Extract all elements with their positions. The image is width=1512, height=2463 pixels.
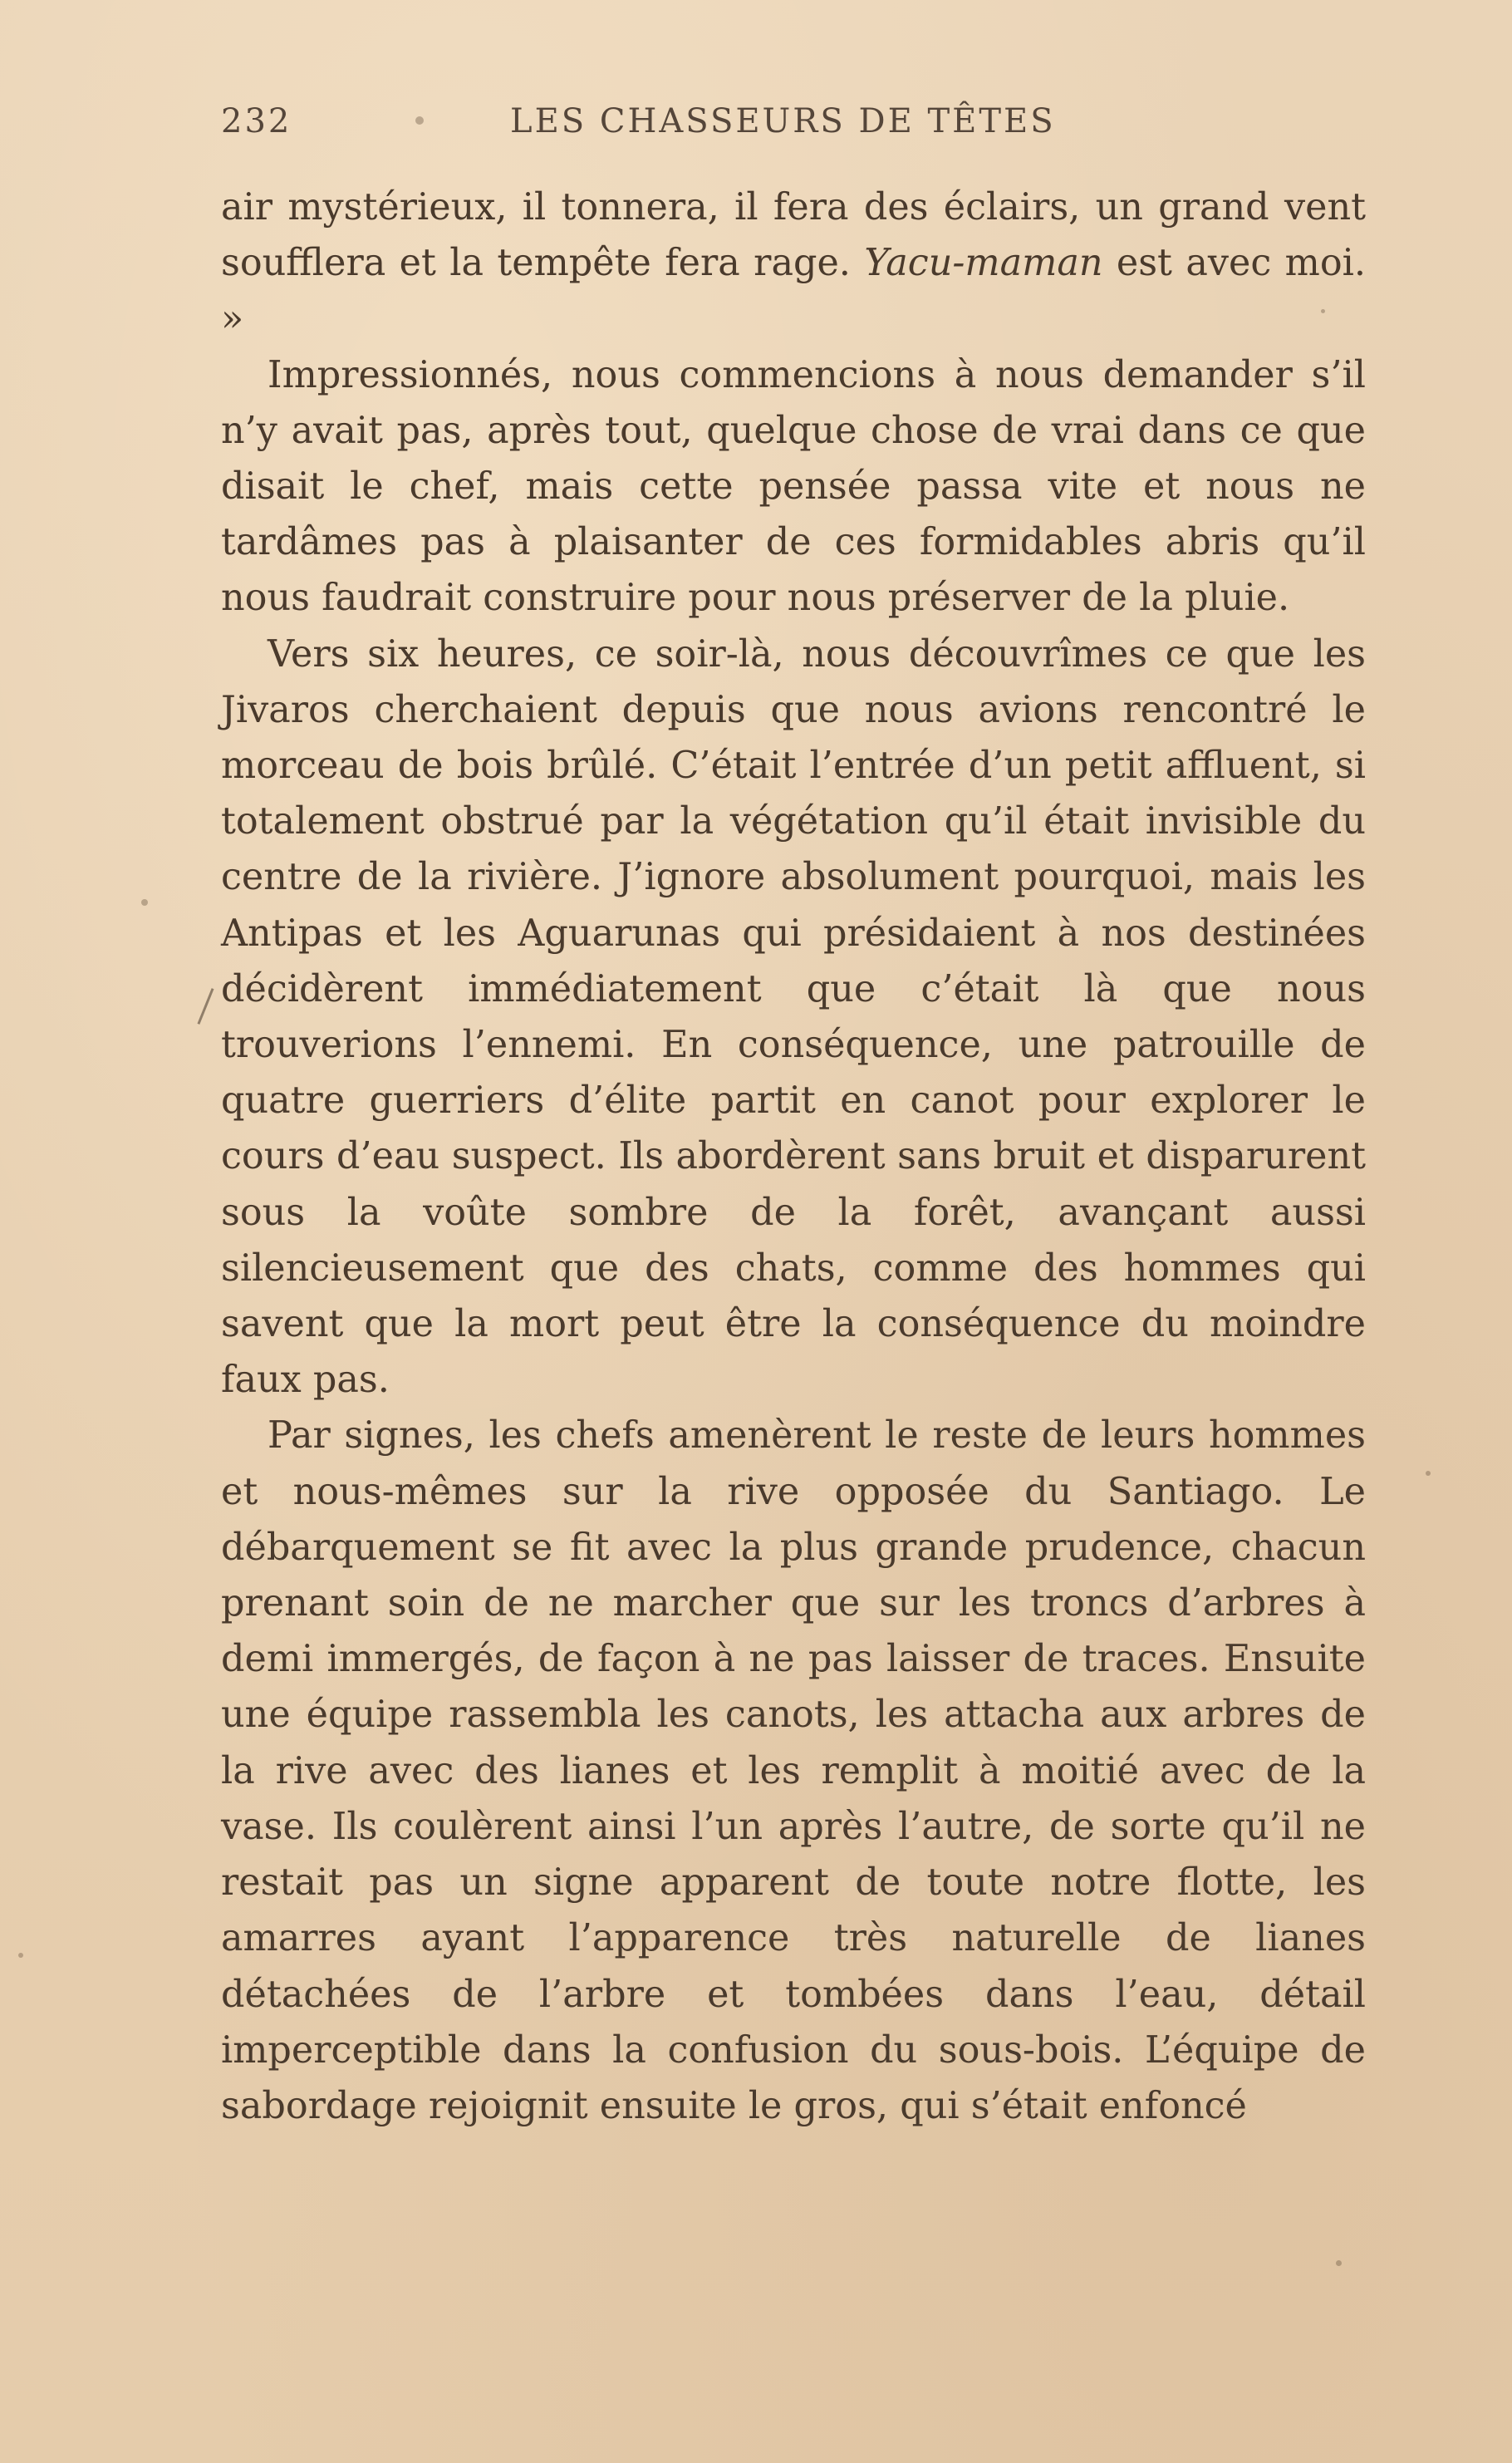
paper-speck xyxy=(1426,1471,1431,1476)
paper-speck xyxy=(1336,2260,1342,2266)
paper-speck xyxy=(18,1953,23,1958)
paper-speck xyxy=(1321,309,1325,313)
paragraph-1 xyxy=(221,179,1366,347)
paper-speck xyxy=(415,116,424,125)
body-text xyxy=(221,179,1366,2134)
paragraph-1-italic: Yacu-maman xyxy=(864,242,1103,285)
paragraph-1-tail: est avec moi. » xyxy=(221,242,1366,341)
page-number: 232 xyxy=(221,102,292,140)
paragraph-3: Vers six heures, ce soir-là, nous découvrîmes ce que les Jivaros cherchaient depuis que nous avions rencontré le morceau de bois brûlé. C’était l’entrée d’un petit affluent, si totalement obstrué par la végétation qu’il était invisible du centre de la rivière. J’ignore absolument pourquoi, mais les Antipas et les Aguarunas qui présidaient à nos destinées décidèrent immédiatement que c’était là que nous trouverions l’ennemi. En conséquence, une patrouille de quatre guerriers d’élite partit en canot pour explorer le cours d’eau suspect. Ils abordèrent sans bruit et disparurent sous la voûte sombre de la forêt, avançant aussi silencieusement que des chats, comme des hommes qui savent que la mort peut être la conséquence du moindre faux pas. xyxy=(221,632,1366,1402)
paragraph-1-text: air mystérieux, il tonnera, il fera des éclairs, un grand vent soufflera et la tempête fera rage. xyxy=(221,186,1366,285)
paragraph-4: Par signes, les chefs amenèrent le reste de leurs hommes et nous-mêmes sur la rive opposée du Santiago. Le débarquement se fit avec la plus grande prudence, chacun prenant soin de ne marcher que sur les troncs d’arbres à demi immergés, de façon à ne pas laisser de traces. Ensuite une équipe rassembla les canots, les attacha aux arbres de la rive avec des lianes et les remplit à moitié avec de la vase. Ils coulèrent ainsi l’un après l’autre, de sorte qu’il ne restait pas un signe apparent de toute notre flotte, les amarres ayant l’apparence très naturelle de lianes détachées de l’arbre et tombées dans l’eau, détail imperceptible dans la confusion du sous-bois. L’équipe de sabordage rejoignit ensuite le gros, qui s’était enfoncé xyxy=(221,1414,1366,2127)
paragraph-2: Impressionnés, nous commencions à nous demander s’il n’y avait pas, après tout, quelque chose de vrai dans ce que disait le chef, mais cette pensée passa vite et nous ne tardâmes pas à plaisanter de ces formidables abris qu’il nous faudrait construire pour nous préserver de la pluie. xyxy=(221,353,1366,620)
running-head xyxy=(221,98,1366,145)
paper-speck xyxy=(141,899,148,906)
running-title: LES CHASSEURS DE TÊTES xyxy=(510,102,1056,140)
pencil-margin-mark xyxy=(197,988,214,1025)
